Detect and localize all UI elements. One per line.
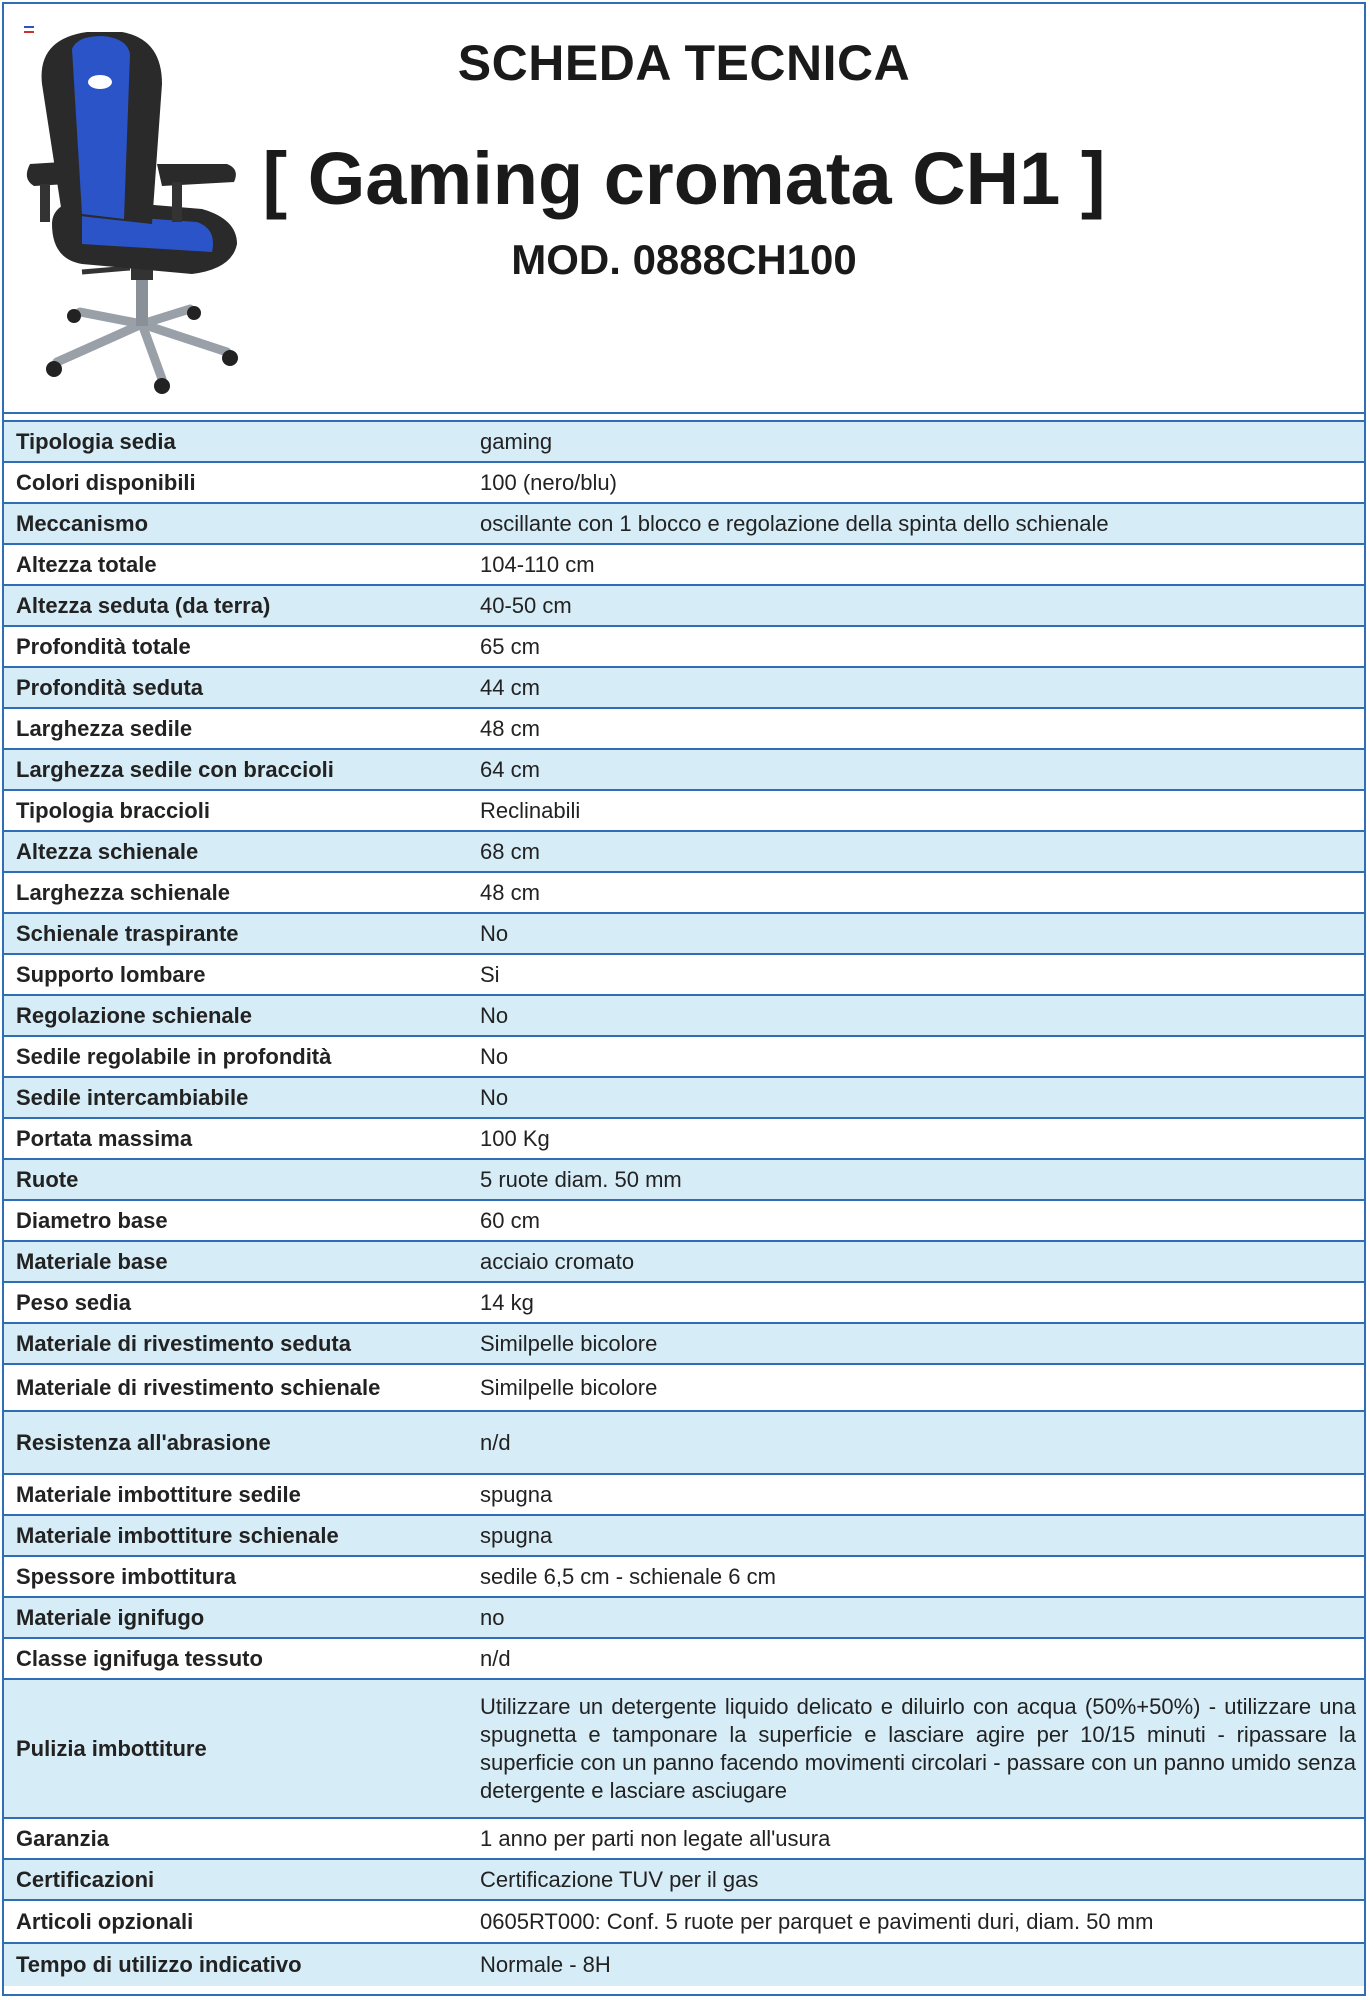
spec-value: n/d — [468, 1411, 1364, 1474]
spec-row — [4, 913, 1364, 954]
spec-table — [4, 420, 1364, 1986]
spec-label: Altezza totale — [4, 544, 468, 585]
spec-row — [4, 1323, 1364, 1364]
spec-label: Profondità seduta — [4, 667, 468, 708]
spec-value: n/d — [468, 1638, 1364, 1679]
spec-row — [4, 585, 1364, 626]
sheet-title: SCHEDA TECNICA — [457, 35, 911, 91]
spec-value: 48 cm — [468, 708, 1364, 749]
spec-row — [4, 749, 1364, 790]
spec-row — [4, 1597, 1364, 1638]
spec-value: spugna — [468, 1474, 1364, 1515]
spec-label: Larghezza schienale — [4, 872, 468, 913]
spec-row — [4, 1638, 1364, 1679]
spec-value: no — [468, 1597, 1364, 1638]
spec-row — [4, 1411, 1364, 1474]
spec-row — [4, 1036, 1364, 1077]
spec-row — [4, 1241, 1364, 1282]
spec-label: Diametro base — [4, 1200, 468, 1241]
spec-label: Peso sedia — [4, 1282, 468, 1323]
spec-value: 100 Kg — [468, 1118, 1364, 1159]
spec-label: Colori disponibili — [4, 462, 468, 503]
spec-label: Tipologia braccioli — [4, 790, 468, 831]
spec-row — [4, 831, 1364, 872]
spec-value: Si — [468, 954, 1364, 995]
spec-row — [4, 1556, 1364, 1597]
spec-label: Certificazioni — [4, 1859, 468, 1900]
spec-row — [4, 1515, 1364, 1556]
spec-value: 60 cm — [468, 1200, 1364, 1241]
spec-row — [4, 421, 1364, 462]
spec-value: No — [468, 1077, 1364, 1118]
spec-value: Normale - 8H — [468, 1943, 1364, 1986]
spec-label: Profondità totale — [4, 626, 468, 667]
spec-row — [4, 1364, 1364, 1411]
spec-value: No — [468, 1036, 1364, 1077]
spec-value: No — [468, 995, 1364, 1036]
spec-label: Regolazione schienale — [4, 995, 468, 1036]
spec-label: Sedile regolabile in profondità — [4, 1036, 468, 1077]
spec-row — [4, 1679, 1364, 1818]
spec-row — [4, 1200, 1364, 1241]
spec-row — [4, 1859, 1364, 1900]
spec-label: Larghezza sedile con braccioli — [4, 749, 468, 790]
spec-label: Spessore imbottitura — [4, 1556, 468, 1597]
spec-label: Materiale ignifugo — [4, 1597, 468, 1638]
spec-label: Materiale di rivestimento schienale — [4, 1364, 468, 1411]
spec-row — [4, 667, 1364, 708]
spec-row — [4, 462, 1364, 503]
spec-value: gaming — [468, 421, 1364, 462]
spec-label: Larghezza sedile — [4, 708, 468, 749]
product-name: [ Gaming cromata CH1 ] — [262, 137, 1106, 220]
spec-value: 100 (nero/blu) — [468, 462, 1364, 503]
spec-value: 104-110 cm — [468, 544, 1364, 585]
spec-value: Similpelle bicolore — [468, 1323, 1364, 1364]
spec-row — [4, 544, 1364, 585]
spec-label: Tempo di utilizzo indicativo — [4, 1943, 468, 1986]
spec-label: Portata massima — [4, 1118, 468, 1159]
spec-row — [4, 995, 1364, 1036]
spec-value: 65 cm — [468, 626, 1364, 667]
spec-value: 14 kg — [468, 1282, 1364, 1323]
spec-label: Materiale imbottiture schienale — [4, 1515, 468, 1556]
spec-label: Materiale imbottiture sedile — [4, 1474, 468, 1515]
spec-row — [4, 1900, 1364, 1943]
spec-label: Ruote — [4, 1159, 468, 1200]
spec-label: Pulizia imbottiture — [4, 1679, 468, 1818]
spec-row — [4, 1077, 1364, 1118]
spec-value: 64 cm — [468, 749, 1364, 790]
spec-value: Similpelle bicolore — [468, 1364, 1364, 1411]
spec-label: Sedile intercambiabile — [4, 1077, 468, 1118]
spec-value: Reclinabili — [468, 790, 1364, 831]
spec-row — [4, 1282, 1364, 1323]
spec-label: Materiale di rivestimento seduta — [4, 1323, 468, 1364]
spec-value: 68 cm — [468, 831, 1364, 872]
spec-value: 44 cm — [468, 667, 1364, 708]
spec-value: 0605RT000: Conf. 5 ruote per parquet e pavimenti duri, diam. 50 mm — [468, 1900, 1364, 1943]
spec-value: 1 anno per parti non legate all'usura — [468, 1818, 1364, 1859]
spec-row — [4, 1118, 1364, 1159]
spec-sheet — [2, 2, 1366, 1996]
spec-row — [4, 1474, 1364, 1515]
spec-row — [4, 626, 1364, 667]
spec-label: Materiale base — [4, 1241, 468, 1282]
spec-label: Articoli opzionali — [4, 1900, 468, 1943]
spec-value: acciaio cromato — [468, 1241, 1364, 1282]
spec-value: 40-50 cm — [468, 585, 1364, 626]
spec-value: sedile 6,5 cm - schienale 6 cm — [468, 1556, 1364, 1597]
spec-value: No — [468, 913, 1364, 954]
spec-label: Schienale traspirante — [4, 913, 468, 954]
spec-label: Altezza seduta (da terra) — [4, 585, 468, 626]
spec-row — [4, 872, 1364, 913]
spec-label: Classe ignifuga tessuto — [4, 1638, 468, 1679]
model-code: MOD. 0888CH100 — [511, 236, 857, 283]
spec-value: spugna — [468, 1515, 1364, 1556]
spec-label: Altezza schienale — [4, 831, 468, 872]
spec-row — [4, 1818, 1364, 1859]
spec-row — [4, 790, 1364, 831]
spec-row — [4, 1159, 1364, 1200]
spec-label: Garanzia — [4, 1818, 468, 1859]
spec-value: Utilizzare un detergente liquido delicato e diluirlo con acqua (50%+50%) - utilizzare una spugnetta e tamponare la superficie e lasciare agire per 10/15 minuti - ripassare la superficie con un panno facendo movimenti circolari - passare con un panno umido senza detergente e lasciare asciugare — [468, 1679, 1364, 1818]
spec-label: Supporto lombare — [4, 954, 468, 995]
spec-row — [4, 954, 1364, 995]
spec-row — [4, 503, 1364, 544]
spec-label: Tipologia sedia — [4, 421, 468, 462]
spec-label: Resistenza all'abrasione — [4, 1411, 468, 1474]
spec-row — [4, 1943, 1364, 1986]
spec-row — [4, 708, 1364, 749]
header — [4, 4, 1364, 414]
spec-value: Certificazione TUV per il gas — [468, 1859, 1364, 1900]
spec-label: Meccanismo — [4, 503, 468, 544]
spec-value: 5 ruote diam. 50 mm — [468, 1159, 1364, 1200]
spec-value: oscillante con 1 blocco e regolazione della spinta dello schienale — [468, 503, 1364, 544]
spec-value: 48 cm — [468, 872, 1364, 913]
